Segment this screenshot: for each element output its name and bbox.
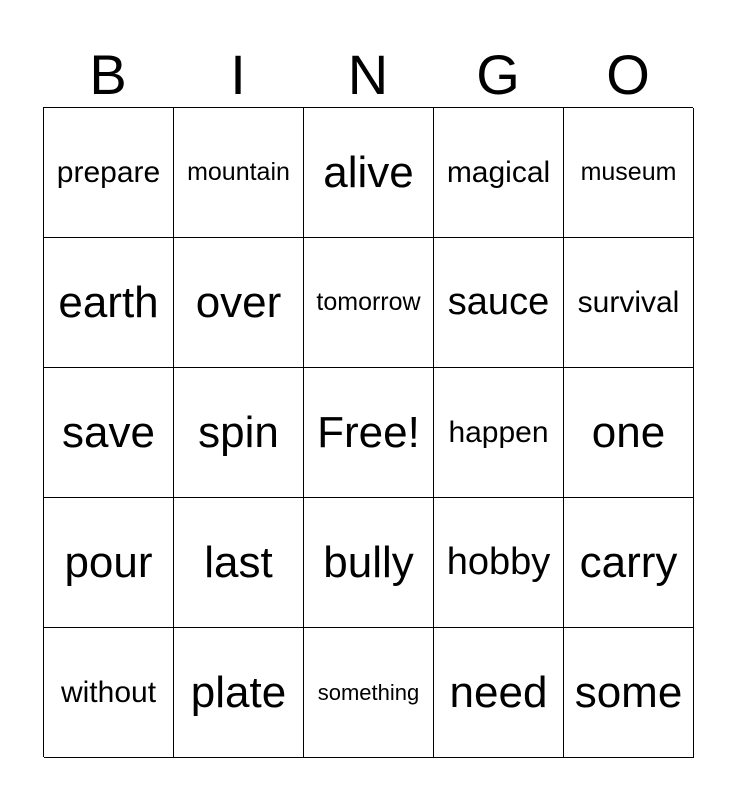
bingo-cell[interactable]: one: [564, 368, 694, 498]
bingo-cell[interactable]: some: [564, 628, 694, 758]
bingo-cell[interactable]: need: [434, 628, 564, 758]
bingo-cell[interactable]: museum: [564, 108, 694, 238]
bingo-cell[interactable]: hobby: [434, 498, 564, 628]
bingo-cell[interactable]: alive: [304, 108, 434, 238]
bingo-cell[interactable]: magical: [434, 108, 564, 238]
bingo-cell[interactable]: earth: [44, 238, 174, 368]
bingo-board: [43, 107, 693, 757]
bingo-cell[interactable]: last: [174, 498, 304, 628]
bingo-cell[interactable]: carry: [564, 498, 694, 628]
bingo-cell[interactable]: plate: [174, 628, 304, 758]
bingo-cell[interactable]: spin: [174, 368, 304, 498]
bingo-cell[interactable]: something: [304, 628, 434, 758]
bingo-cell-free[interactable]: Free!: [304, 368, 434, 498]
bingo-cell[interactable]: pour: [44, 498, 174, 628]
bingo-cell[interactable]: survival: [564, 238, 694, 368]
header-letter-n: N: [347, 43, 389, 106]
bingo-cell[interactable]: mountain: [174, 108, 304, 238]
bingo-cell[interactable]: without: [44, 628, 174, 758]
bingo-cell[interactable]: bully: [304, 498, 434, 628]
header-letter-i: I: [230, 43, 246, 106]
bingo-header: [43, 44, 693, 106]
bingo-cell[interactable]: save: [44, 368, 174, 498]
bingo-cell[interactable]: over: [174, 238, 304, 368]
bingo-cell[interactable]: happen: [434, 368, 564, 498]
header-letter-g: G: [476, 43, 520, 106]
bingo-cell[interactable]: tomorrow: [304, 238, 434, 368]
bingo-cell[interactable]: sauce: [434, 238, 564, 368]
header-letter-o: O: [606, 43, 650, 106]
header-letter-b: B: [89, 43, 127, 106]
bingo-cell[interactable]: prepare: [44, 108, 174, 238]
